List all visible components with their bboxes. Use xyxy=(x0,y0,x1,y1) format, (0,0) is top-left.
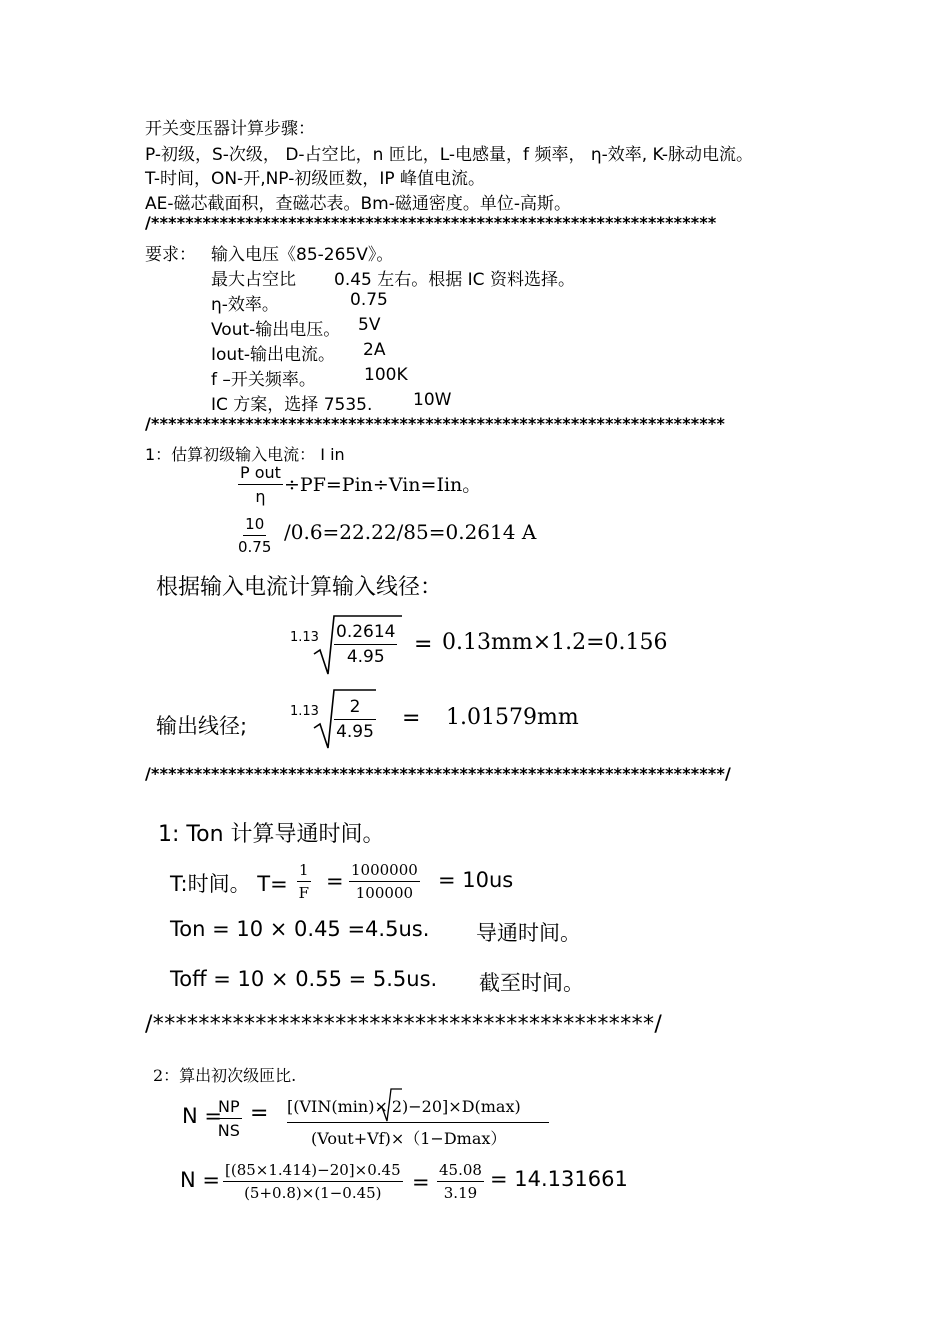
separator-line: /********************************************/ xyxy=(145,1012,663,1037)
turns-ratio-formula xyxy=(287,1097,549,1149)
fraction-denominator: F xyxy=(298,883,309,902)
separator-line: /****************************************************************** xyxy=(145,213,717,232)
step1-heading: 1：估算初级输入电流： I in xyxy=(145,445,345,464)
sqrt-symbol-icon xyxy=(378,1089,392,1117)
radical-index: 1.13 xyxy=(290,630,319,645)
fraction-numerator: 45.08 xyxy=(437,1162,484,1182)
toff-formula: Toff = 10 × 0.55 = 5.5us. xyxy=(170,967,438,991)
equals-sign: = xyxy=(326,869,344,893)
fraction-numerator: P out xyxy=(238,464,283,485)
formula-numerator xyxy=(287,1097,521,1116)
fraction-numerator: 1 xyxy=(297,862,311,882)
equals-sign: = xyxy=(402,706,421,731)
fraction-numerator: 0.2614 xyxy=(334,623,397,645)
equals-sign: = xyxy=(250,1101,269,1126)
period-fraction xyxy=(349,862,420,901)
radical-fraction xyxy=(334,698,376,741)
ratio-n-label: N = xyxy=(182,1104,222,1128)
ton-formula: Ton = 10 × 0.45 =4.5us. xyxy=(170,917,430,941)
formula-numerator-part-a: [(VIN(min)× xyxy=(287,1097,388,1116)
req-iout-label: Iout-输出电流。 xyxy=(211,345,335,365)
formula-numerator-part-b: )−20]×D(max) xyxy=(402,1097,521,1116)
intro-line-core: AE-磁芯截面积，查磁芯表。Bm-磁通密度。单位-高斯。 xyxy=(145,194,571,214)
output-wire-label: 输出线径; xyxy=(156,714,248,738)
fraction-denominator: 0.75 xyxy=(238,537,272,556)
equals-sign: = xyxy=(412,1170,430,1194)
formula-denominator: (Vout+Vf)×（1−Dmax） xyxy=(311,1129,507,1148)
doc-title: 开关变压器计算步骤： xyxy=(145,119,315,139)
fraction-numerator: 10 xyxy=(243,516,266,536)
radical-index: 1.13 xyxy=(290,704,319,719)
fraction-numerator: NP xyxy=(216,1098,242,1119)
equals-sign: = xyxy=(414,632,433,657)
ratio-n2-label: N = xyxy=(180,1168,220,1192)
turns-ratio-evaluated xyxy=(437,1162,484,1201)
period-result: = 10us xyxy=(438,868,514,892)
req-vout-label: Vout-输出电压。 xyxy=(211,320,341,340)
fraction-numerator: [(85×1.414)−20]×0.45 xyxy=(223,1162,403,1182)
period-label: T:时间。 T= xyxy=(170,872,288,896)
toff-note: 截至时间。 xyxy=(479,971,584,995)
req-ic-value: 10W xyxy=(413,390,452,410)
req-efficiency-value: 0.75 xyxy=(350,290,388,310)
req-duty-value: 0.45 左右。根据 IC 资料选择。 xyxy=(334,270,575,290)
fraction-denominator: 3.19 xyxy=(443,1183,478,1202)
fraction-denominator: (5+0.8)×(1−0.45) xyxy=(244,1183,382,1202)
req-frequency-label: f –开关频率。 xyxy=(211,370,316,390)
fraction-denominator: 4.95 xyxy=(336,721,374,742)
separator-line: /*******************************************************************/ xyxy=(145,764,732,783)
req-duty-label: 最大占空比 xyxy=(211,270,296,290)
intro-line-time: T-时间，ON-开,NP-初级匝数，IP 峰值电流。 xyxy=(145,169,485,189)
requirements-label: 要求： xyxy=(145,245,196,265)
np-over-ns-fraction xyxy=(216,1098,242,1139)
radical-fraction xyxy=(334,623,397,666)
fraction-denominator: 4.95 xyxy=(346,646,385,667)
ton-heading: 1: Ton 计算导通时间。 xyxy=(158,822,385,847)
fraction-numerator: 2 xyxy=(334,698,376,720)
formula-pin-text: ÷PF=Pin÷Vin=Iin。 xyxy=(284,474,482,496)
turns-ratio-substituted xyxy=(223,1162,403,1201)
ratio-heading: 2：算出初次级匝比. xyxy=(153,1066,297,1085)
input-current-result: /0.6=22.22/85=0.2614 A xyxy=(284,520,537,544)
output-wire-result: 1.01579mm xyxy=(446,705,579,730)
one-over-f-fraction xyxy=(297,862,311,901)
req-frequency-value: 100K xyxy=(364,365,408,385)
power-over-efficiency-fraction xyxy=(238,516,271,555)
fraction-numerator: 1000000 xyxy=(349,862,420,882)
input-wire-heading: 根据输入电流计算输入线径： xyxy=(156,575,443,600)
fraction-bar xyxy=(287,1122,549,1123)
fraction-denominator: NS xyxy=(217,1120,240,1140)
separator-line: /******************************************************************* xyxy=(145,414,726,433)
sqrt-radicand: 2 xyxy=(391,1097,403,1116)
ton-note: 导通时间。 xyxy=(476,921,581,945)
input-wire-result: 0.13mm×1.2=0.156 xyxy=(442,630,668,655)
sqrt-two xyxy=(388,1097,402,1116)
req-input-voltage: 输入电压《85-265V》。 xyxy=(211,245,394,265)
turns-ratio-result: = 14.131661 xyxy=(490,1167,628,1191)
req-vout-value: 5V xyxy=(358,315,381,335)
fraction-denominator: 100000 xyxy=(355,883,414,902)
pout-over-eta-fraction xyxy=(238,464,283,505)
intro-line-symbols: P-初级，S-次级， D-占空比，n 匝比，L-电感量，f 频率， η-效率, K-脉动电流。 xyxy=(145,145,754,165)
req-iout-value: 2A xyxy=(363,340,386,360)
req-ic-label: IC 方案，选择 7535. xyxy=(211,395,373,415)
fraction-denominator: η xyxy=(255,486,266,506)
req-efficiency-label: η-效率。 xyxy=(211,295,279,315)
